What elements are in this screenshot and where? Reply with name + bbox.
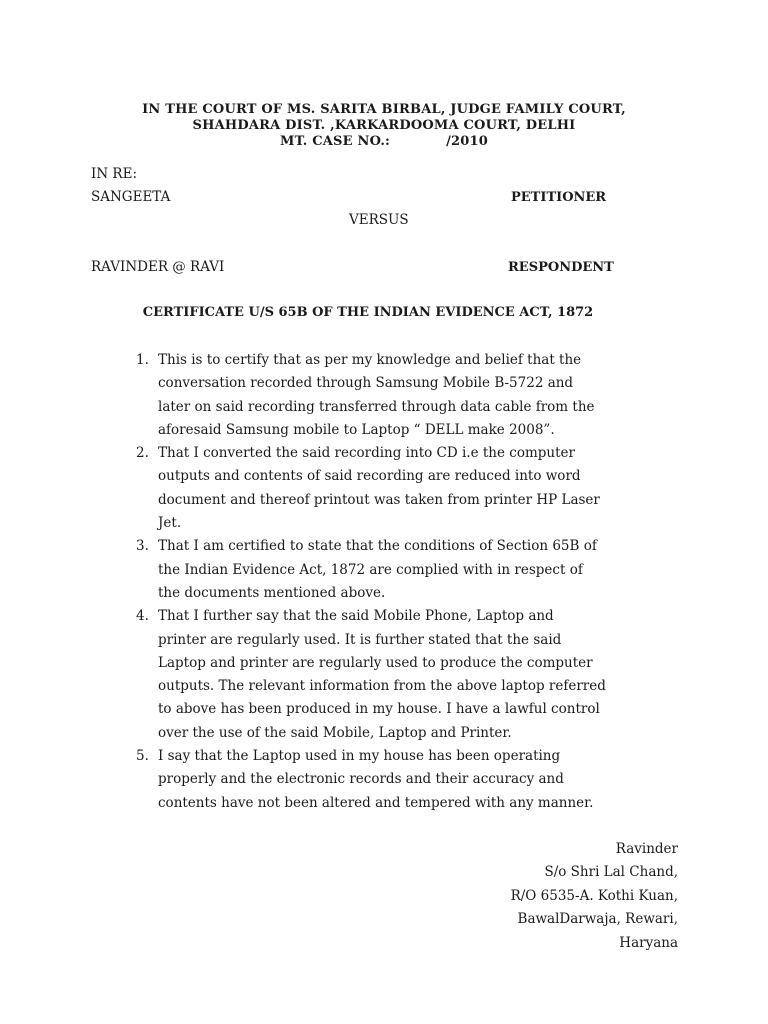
case-number-label: MT. CASE NO.: — [279, 134, 391, 149]
case-number-line — [0, 134, 768, 149]
respondent-role: RESPONDENT — [508, 260, 614, 275]
case-number-year: /2010 — [446, 134, 488, 149]
certificate-title: CERTIFICATE U/S 65B OF THE INDIAN EVIDENCE ACT, 1872 — [142, 305, 594, 320]
signatory-address-line1: R/O 6535-A. Kothi Kuan, — [510, 887, 678, 904]
list-item — [136, 442, 696, 535]
list-item-line: contents have not been altered and tempered with any manner. — [158, 794, 594, 811]
list-item-line: to above has been produced in my house. I have a lawful control — [158, 701, 600, 718]
list-item-number: 3. — [136, 538, 149, 555]
signatory-name: Ravinder — [615, 841, 678, 857]
list-item-number: 1. — [136, 352, 149, 368]
list-item-line: outputs. The relevant information from the above laptop referred — [158, 678, 606, 695]
list-item-line: the Indian Evidence Act, 1872 are complied with in respect of — [158, 561, 583, 578]
list-item-line: conversation recorded through Samsung Mobile B-5722 and — [158, 375, 574, 392]
list-item — [136, 605, 696, 745]
list-item-line: That I am certified to state that the conditions of Section 65B of — [158, 538, 597, 555]
list-item-line: properly and the electronic records and their accuracy and — [158, 771, 564, 788]
in-re-label: IN RE: — [91, 166, 138, 182]
list-item-line: printer are regularly used. It is further stated that the said — [158, 631, 562, 648]
signatory-parent: S/o Shri Lal Chand, — [544, 864, 678, 881]
list-item-line: I say that the Laptop used in my house has been operating — [158, 748, 561, 765]
signatory-state: Haryana — [619, 934, 678, 951]
list-item-number: 4. — [136, 608, 149, 625]
court-heading-line2: SHAHDARA DIST. ,KARKARDOOMA COURT, DELHI — [192, 118, 576, 133]
list-item-line: This is to certify that as per my knowledge and belief that the — [158, 352, 582, 368]
list-item-number: 2. — [136, 445, 149, 462]
signatory-address-line2: BawalDarwaja, Rewari, — [517, 911, 678, 928]
list-item-line: That I converted the said recording into CD i.e the computer — [158, 445, 575, 462]
versus-label: VERSUS — [349, 212, 409, 228]
list-item-line: outputs and contents of said recording are reduced into word — [158, 468, 581, 485]
list-item — [136, 535, 696, 605]
respondent-name: RAVINDER @ RAVI — [91, 259, 225, 275]
list-item — [136, 349, 696, 442]
list-item-line: Jet. — [158, 515, 182, 532]
court-heading-line1: IN THE COURT OF MS. SARITA BIRBAL, JUDGE FAMILY COURT, — [142, 102, 626, 117]
list-item-line: That I further say that the said Mobile Phone, Laptop and — [158, 608, 554, 625]
list-item-number: 5. — [136, 748, 149, 765]
petitioner-name: SANGEETA — [91, 189, 171, 205]
petitioner-role: PETITIONER — [511, 190, 607, 205]
list-item-line: document and thereof printout was taken from printer HP Laser — [158, 491, 600, 508]
list-item-line: over the use of the said Mobile, Laptop and Printer. — [158, 724, 512, 741]
list-item — [136, 745, 696, 815]
list-item-line: the documents mentioned above. — [158, 584, 386, 601]
list-item-line: later on said recording transferred through data cable from the — [158, 398, 595, 415]
signature-block — [511, 838, 678, 955]
list-item-line: aforesaid Samsung mobile to Laptop “ DELL make 2008”. — [158, 421, 555, 438]
list-item-line: Laptop and printer are regularly used to produce the computer — [158, 654, 593, 671]
certificate-items-list — [136, 349, 696, 815]
